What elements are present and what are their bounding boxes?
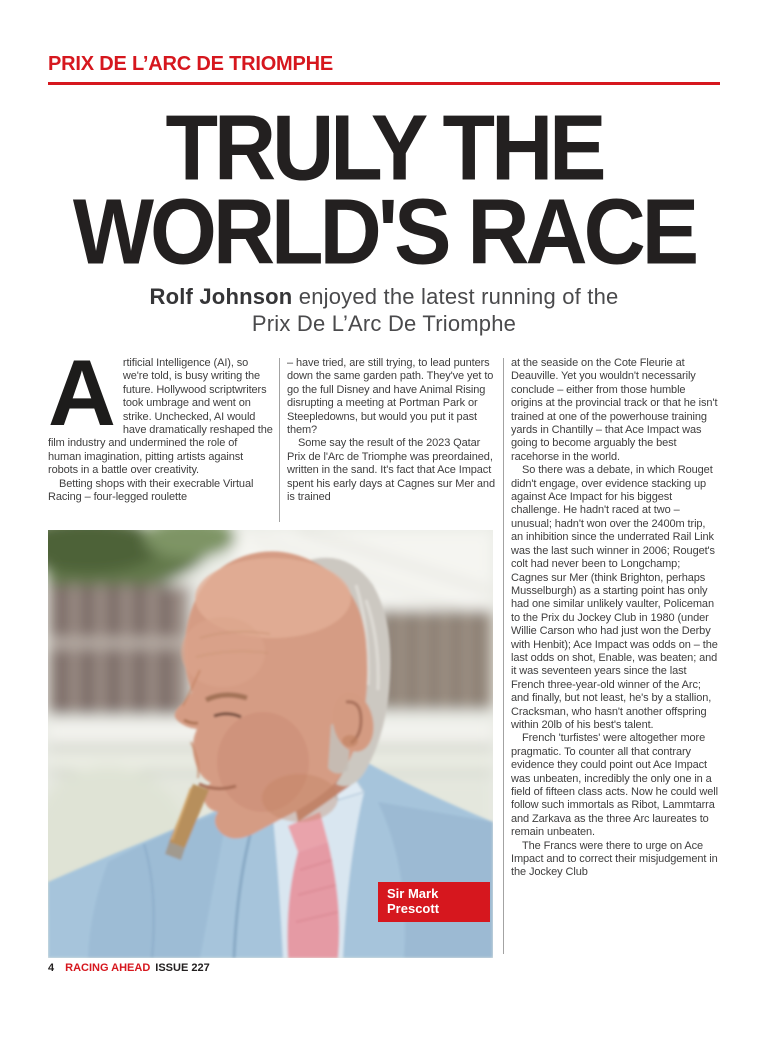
drop-cap: A — [48, 340, 116, 445]
paragraph: The Francs were there to urge on Ace Impact and to correct their misjudgement in the Jockey Club — [511, 839, 718, 879]
body-column-3 — [511, 357, 720, 880]
paragraph: Betting shops with their execrable Virtual Racing – four-legged roulette — [48, 477, 254, 504]
kicker: PRIX DE L’ARC DE TRIOMPHE — [48, 53, 334, 75]
column-divider-2 — [503, 358, 504, 954]
kicker-rule — [48, 82, 720, 85]
body-column-2 — [287, 357, 498, 504]
issue-number: ISSUE 227 — [155, 962, 210, 974]
headline — [0, 96, 768, 285]
standfirst — [84, 283, 684, 337]
paragraph: – have tried, are still trying, to lead punters down the same garden path. They've yet to go the full Disney and have Animal Rising disrupting a meeting at Portman Park or Steepledowns, but would you put it past them? — [287, 357, 494, 437]
magazine-name: RACING AHEAD — [65, 962, 151, 974]
column-divider-1 — [279, 358, 280, 522]
standfirst-text: enjoyed the latest running of the — [298, 284, 619, 309]
footer — [48, 962, 210, 974]
paragraph: So there was a debate, in which Rouget didn't engage, over evidence stacking up against Ace Impact for his biggest challenge. He hadn't raced at two – unusual; hadn't won over the 2400m trip, an inhibition since the underrated Rail Link was the last such winner in 2006; Rouget's colt had never been to Longchamp; Cagnes sur Mer (think Brighton, perhaps Musselburgh) as a starting point has only had one similar unlikely vaulter, Policeman to the Prix du Jockey Club in 1980 (under Willie Carson who had just won the Derby with Henbit); Ace Impact was odds on – the last odds on shot, Enable, was beaten; and it was seventeen years since the last French three-year-old winner of the Arc; and finally, but not least, he's by a stallion, Cracksman, who hasn't another offspring within 20lb of his best's talent. — [511, 464, 718, 731]
headline-line-1: TRULY THE — [165, 96, 603, 200]
caption-line-1: Sir Mark — [387, 886, 439, 901]
paragraph-text: rtificial Intelligence (AI), so we're told, is busy writing the future. Hollywood scriptwriters took umbrage and went on strike. Unchecked, AI would have dramatically reshaped the film industry and undermined the role of human imagination, pitting artists against robots in a battle over creativity. — [48, 357, 273, 477]
headline-line-2: WORLD'S RACE — [72, 180, 696, 285]
paragraph: French 'turfistes' were altogether more pragmatic. To counter all that contrary evidence they could point out Ace Impact was unbeaten, incredibly the only one in a field of fifteen class acts. Now he could well follow such immortals as Ribot, Lammtarra and Zarkava as the three Arc laureates to remain unbeaten. — [511, 732, 718, 839]
photo-sir-mark-prescott — [48, 530, 493, 958]
standfirst-author: Rolf Johnson — [149, 284, 293, 309]
standfirst-line-2: Prix De L’Arc De Triomphe — [251, 311, 517, 336]
paragraph: at the seaside on the Cote Fleurie at Deauville. Yet you wouldn't necessarily conclude – either from those humble origins at the provincial track or that he isn't trained at one of the powerhouse training yards in Chantilly – that Ace Impact was going to become arguably the best racehorse in the world. — [511, 357, 718, 463]
photo-caption — [378, 882, 490, 922]
caption-line-2: Prescott — [387, 900, 440, 916]
window-blinds-right — [378, 610, 493, 710]
paragraph — [48, 340, 273, 478]
paragraph: Some say the result of the 2023 Qatar Prix de l'Arc de Triomphe was preordained, written in the sand. It's fact that Ace Impact spent his early days at Cagnes sur Mer and is trained — [287, 437, 495, 504]
body-column-1 — [48, 340, 273, 504]
page-number: 4 — [48, 962, 55, 974]
